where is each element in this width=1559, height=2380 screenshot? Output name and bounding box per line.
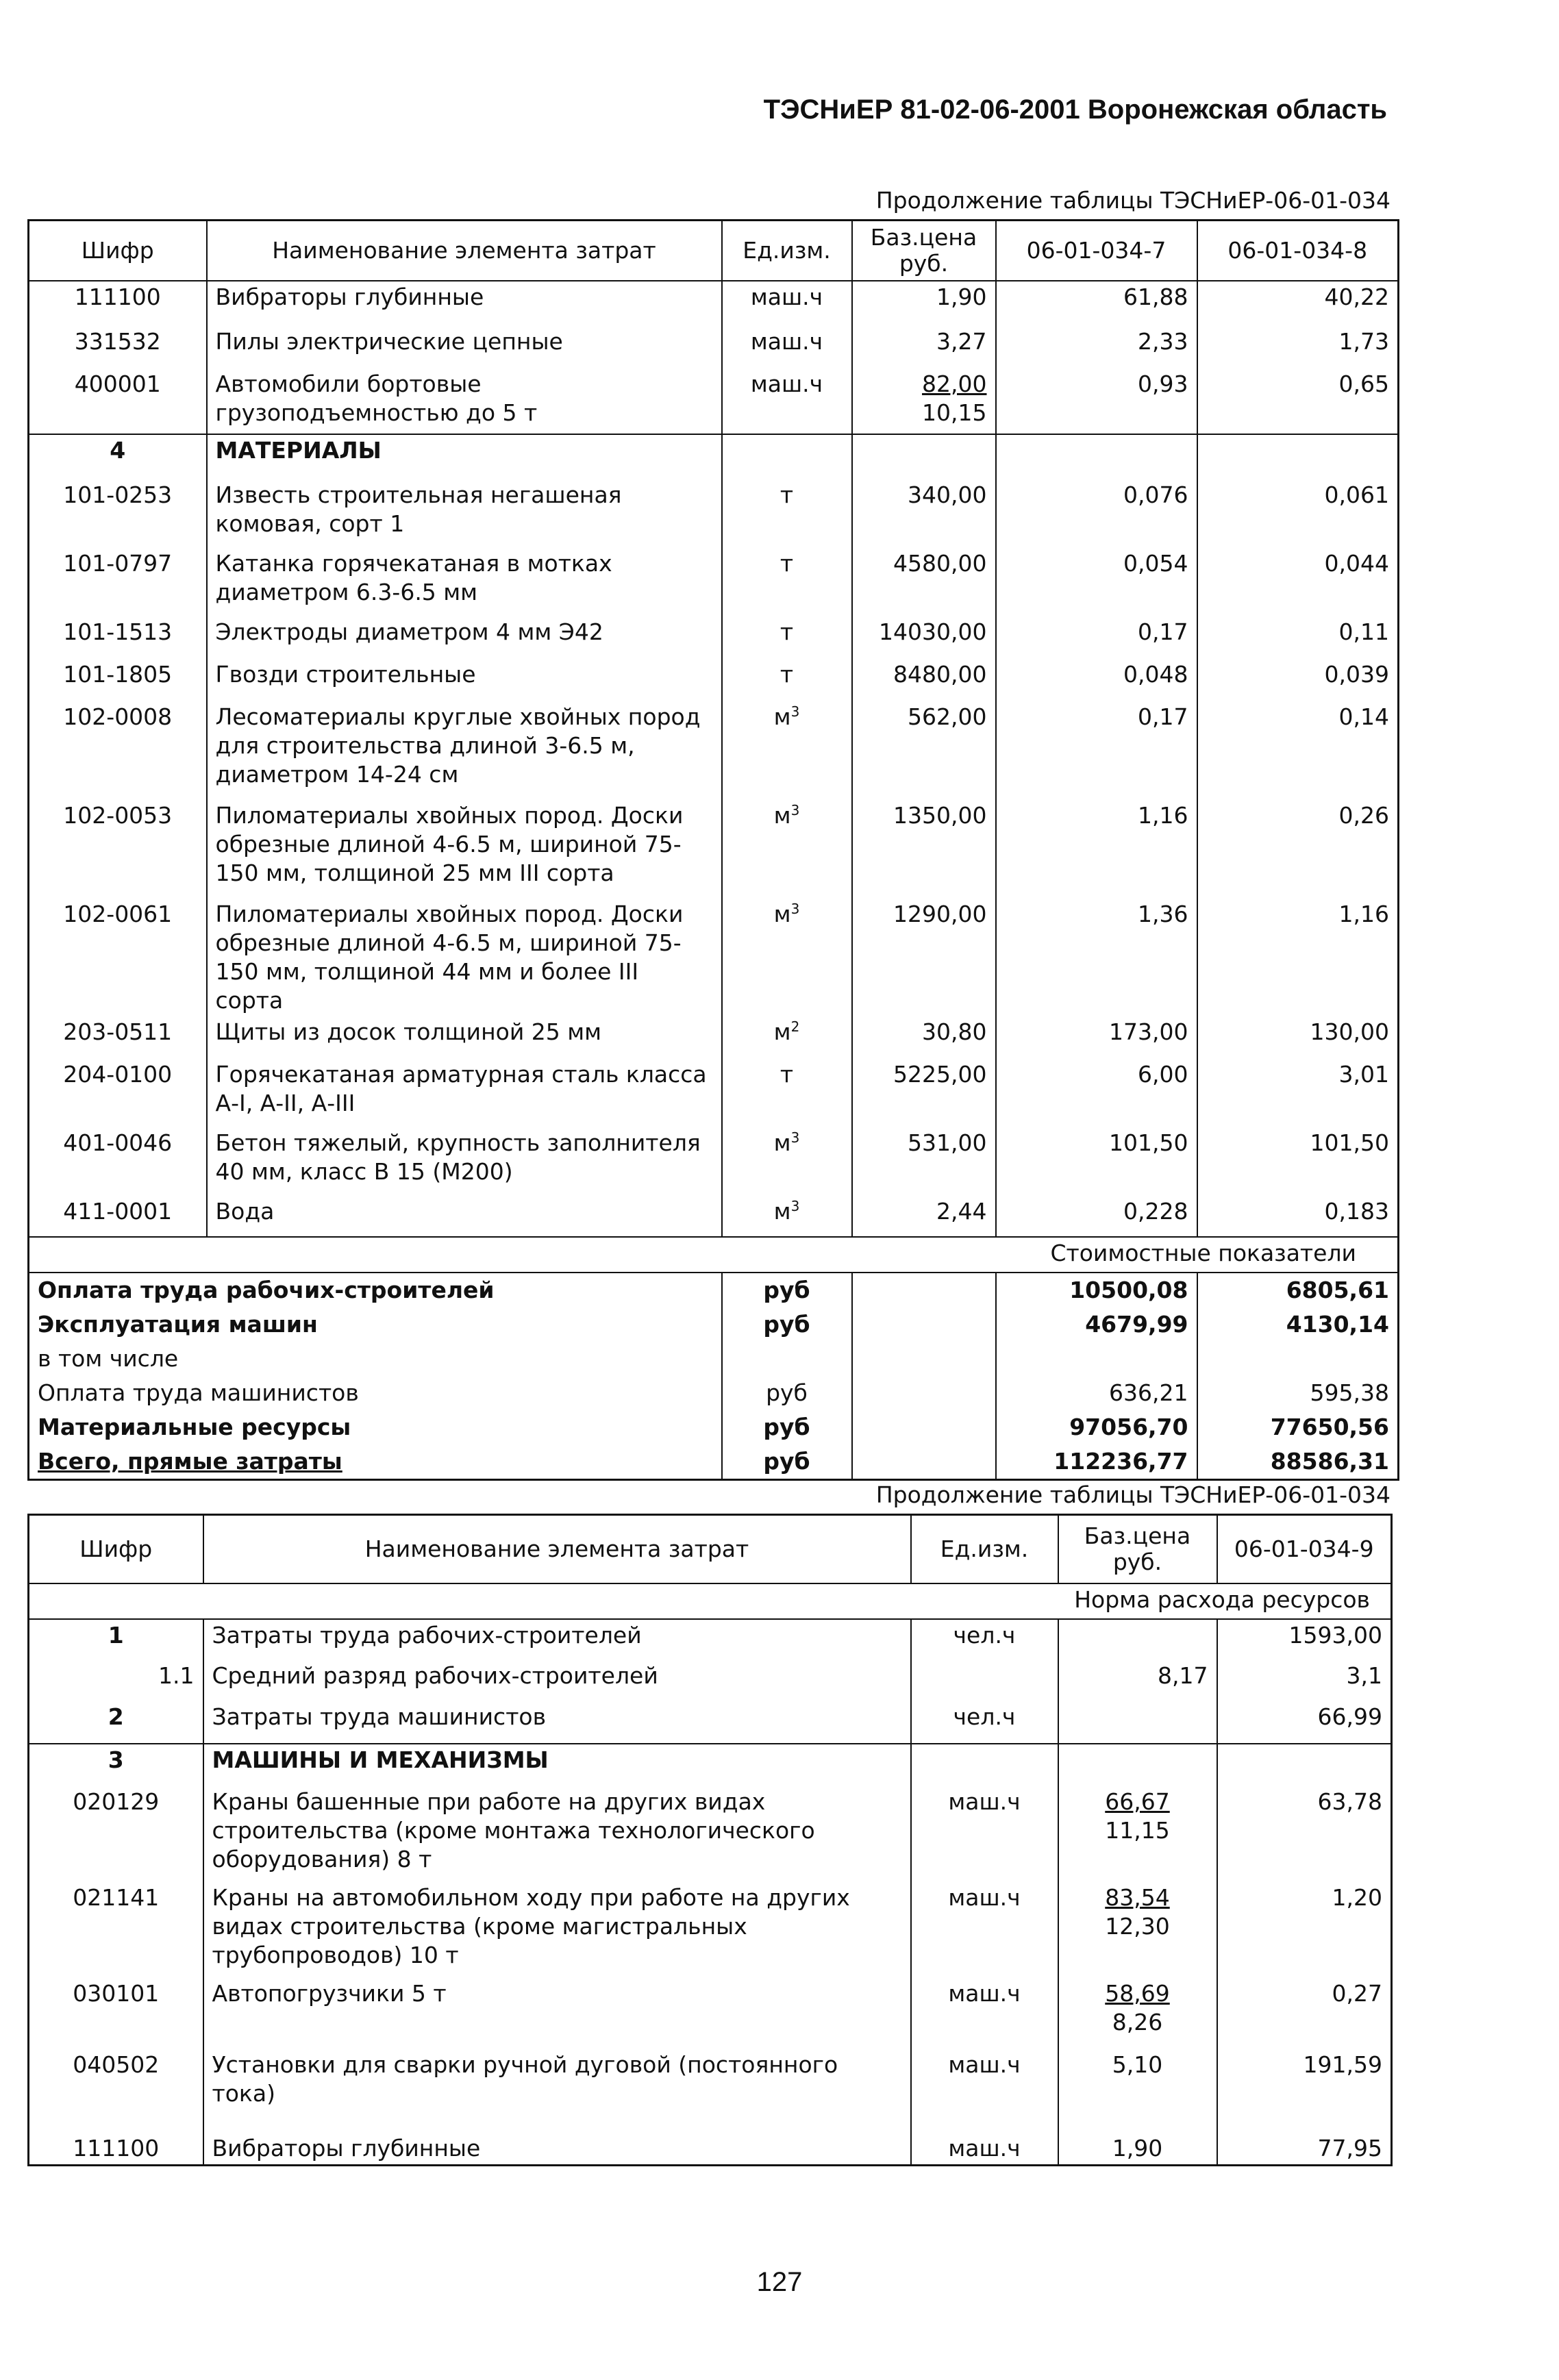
table-row (29, 479, 1399, 548)
row-price: 562,00 (852, 701, 996, 800)
table1 (27, 219, 1399, 1481)
section-row (29, 434, 1399, 479)
row-name: Установки для сварки ручной дуговой (постоянного тока) (203, 2049, 911, 2118)
price-current: 83,54 (1105, 1883, 1170, 1911)
row-value-2: 0,26 (1338, 801, 1389, 829)
row-value-2: 130,00 (1310, 1018, 1389, 1045)
document-header: ТЭСНиЕР 81-02-06-2001 Воронежская область (763, 95, 1387, 125)
row-code: 111100 (29, 281, 207, 326)
row-name: Электроды диаметром 4 мм Э42 (207, 616, 722, 659)
section-title: МАТЕРИАЛЫ (207, 434, 722, 479)
row-price (1058, 1701, 1217, 1744)
table2-header-col1: 06-01-034-9 (1217, 1515, 1392, 1583)
row-code: 102-0061 (29, 899, 207, 1016)
section-row (29, 1744, 1392, 1786)
table1-header-name: Наименование элемента затрат (207, 221, 722, 281)
row-value-2: 0,061 (1324, 481, 1389, 508)
row-value-1: 2,33 (996, 326, 1197, 368)
row-value-1: 1593,00 (1288, 1621, 1382, 1649)
row-value-2: 0,14 (1338, 703, 1389, 730)
table-row (29, 1786, 1392, 1882)
cost-row (29, 1376, 1399, 1410)
table2-header-name: Наименование элемента затрат (203, 1515, 911, 1583)
cost-row (29, 1410, 1399, 1444)
cost-value-1: 97056,70 (996, 1410, 1197, 1444)
table-row (29, 2049, 1392, 2118)
row-name: Известь строительная негашеная комовая, сорт 1 (207, 479, 722, 548)
row-price: 2,44 (852, 1196, 996, 1237)
row-value-1: 0,076 (996, 479, 1197, 548)
cost-label: Оплата труда рабочих-строителей (38, 1276, 495, 1303)
row-price: 14030,00 (852, 616, 996, 659)
cost-value-1 (996, 1342, 1197, 1376)
table-row (29, 326, 1399, 368)
cost-label: Всего, прямые затраты (38, 1447, 342, 1475)
row-value-1: 61,88 (996, 281, 1197, 326)
row-unit: маш.ч (911, 1882, 1058, 1978)
table2-header-unit: Ед.изм. (911, 1515, 1058, 1583)
row-code: 101-1513 (29, 616, 207, 659)
row-value-1: 77,95 (1317, 2135, 1382, 2162)
table-row (29, 616, 1399, 659)
row-code: 020129 (29, 1786, 203, 1882)
section-number: 4 (29, 434, 207, 479)
row-price: 1290,00 (852, 899, 996, 1016)
cost-unit: руб (722, 1444, 852, 1480)
row-name: Вибраторы глубинные (207, 281, 722, 326)
cost-value-2 (1197, 1342, 1399, 1376)
table2-header-row (29, 1515, 1392, 1583)
price-base: 11,15 (1105, 1816, 1170, 1844)
cost-unit: руб (722, 1307, 852, 1342)
row-value-1: 0,27 (1332, 1979, 1382, 2007)
cost-value-2: 6805,61 (1197, 1273, 1399, 1307)
row-value-1: 1,16 (996, 800, 1197, 899)
cost-value-1: 636,21 (996, 1376, 1197, 1410)
table-row (29, 548, 1399, 616)
cost-unit: руб (722, 1273, 852, 1307)
row-price: 1,90 (1058, 2118, 1217, 2166)
row-value-1: 173,00 (996, 1016, 1197, 1059)
table-row (29, 1978, 1392, 2049)
row-value-1: 66,99 (1317, 1703, 1382, 1730)
row-value-1: 3,1 (1346, 1662, 1382, 1689)
table-row (29, 281, 1399, 326)
row-price (1058, 1882, 1217, 1978)
page-number: 127 (756, 2267, 803, 2297)
row-price (1058, 1978, 1217, 2049)
row-name: Катанка горячекатаная в мотках диаметром 6.3-6.5 мм (207, 548, 722, 616)
row-value-1: 0,17 (996, 616, 1197, 659)
row-value-2: 1,16 (1338, 900, 1389, 927)
table2-header-code: Шифр (29, 1515, 203, 1583)
row-price: 1,90 (852, 281, 996, 326)
row-code: 102-0053 (29, 800, 207, 899)
cost-value-2: 595,38 (1197, 1376, 1399, 1410)
row-value-1: 101,50 (996, 1127, 1197, 1196)
row-name: Краны на автомобильном ходу при работе на других видах строительства (кроме магистральных трубопроводов) 10 т (203, 1882, 911, 1978)
cost-header: Стоимостные показатели (29, 1237, 1399, 1273)
table-row (29, 1196, 1399, 1237)
row-value-1: 0,228 (996, 1196, 1197, 1237)
cost-row (29, 1307, 1399, 1342)
table1-caption: Продолжение таблицы ТЭСНиЕР-06-01-034 (875, 187, 1390, 214)
row-value-1: 1,36 (996, 899, 1197, 1016)
row-price: 531,00 (852, 1127, 996, 1196)
cost-value-2: 77650,56 (1197, 1410, 1399, 1444)
row-code: 111100 (29, 2118, 203, 2166)
row-unit: маш.ч (911, 1786, 1058, 1882)
row-value-2: 0,039 (1324, 660, 1389, 688)
row-price (1058, 1619, 1217, 1660)
table1-header-col2: 06-01-034-8 (1197, 221, 1399, 281)
row-price (1058, 1786, 1217, 1882)
row-value-2: 0,044 (1324, 549, 1389, 577)
row-unit: чел.ч (911, 1701, 1058, 1744)
price-base: 12,30 (1105, 1912, 1170, 1940)
table-row (29, 659, 1399, 701)
row-value-2: 0,183 (1324, 1197, 1389, 1225)
row-unit: т (722, 659, 852, 701)
row-name: Пилы электрические цепные (207, 326, 722, 368)
row-code: 203-0511 (29, 1016, 207, 1059)
price-current: 66,67 (1105, 1788, 1170, 1815)
row-unit: $м^3$ (722, 701, 852, 800)
cost-unit: руб (722, 1376, 852, 1410)
row-unit: т (722, 548, 852, 616)
row-name: Гвозди строительные (207, 659, 722, 701)
row-code: 204-0100 (29, 1059, 207, 1127)
price-current: 82,00 (922, 370, 987, 397)
row-value-1: 0,048 (996, 659, 1197, 701)
row-unit: маш.ч (722, 368, 852, 434)
cost-value-2: 88586,31 (1197, 1444, 1399, 1480)
row-code: 030101 (29, 1978, 203, 2049)
row-code: 021141 (29, 1882, 203, 1978)
cost-value-1: 4679,99 (996, 1307, 1197, 1342)
row-code: 401-0046 (29, 1127, 207, 1196)
table-row (29, 2118, 1392, 2166)
row-price (852, 368, 996, 434)
row-unit: $м^2$ (722, 1016, 852, 1059)
row-name: Бетон тяжелый, крупность заполнителя 40 мм, класс В 15 (М200) (207, 1127, 722, 1196)
cost-value-1: 10500,08 (996, 1273, 1197, 1307)
row-price: 1350,00 (852, 800, 996, 899)
row-name: Пиломатериалы хвойных пород. Доски обрезные длиной 4-6.5 м, шириной 75-150 мм, толщиной 25 мм III сорта (207, 800, 722, 899)
table1-header-row (29, 221, 1399, 281)
row-unit: т (722, 616, 852, 659)
cost-value-1: 112236,77 (996, 1444, 1197, 1480)
row-name: Горячекатаная арматурная сталь класса А-I, А-II, А-III (207, 1059, 722, 1127)
row-code: 1 (29, 1619, 203, 1660)
row-price: 3,27 (852, 326, 996, 368)
row-unit: чел.ч (911, 1619, 1058, 1660)
table2-header-price: Баз.цена руб. (1058, 1515, 1217, 1583)
row-value-1: 6,00 (996, 1059, 1197, 1127)
cost-header-row (29, 1237, 1399, 1273)
table-row (29, 899, 1399, 1016)
row-name: Вибраторы глубинные (203, 2118, 911, 2166)
table-row (29, 701, 1399, 800)
row-unit: маш.ч (722, 281, 852, 326)
row-unit: т (722, 1059, 852, 1127)
cost-label: Материальные ресурсы (38, 1413, 351, 1440)
row-code: 331532 (29, 326, 207, 368)
table-row (29, 368, 1399, 434)
row-price: 340,00 (852, 479, 996, 548)
row-name: Пиломатериалы хвойных пород. Доски обрезные длиной 4-6.5 м, шириной 75-150 мм, толщиной 44 мм и более III сорта (207, 899, 722, 1016)
row-value-1: 0,17 (996, 701, 1197, 800)
row-code: 101-1805 (29, 659, 207, 701)
row-price: 8480,00 (852, 659, 996, 701)
norm-header: Норма расхода ресурсов (29, 1583, 1392, 1619)
row-code: 101-0253 (29, 479, 207, 548)
row-value-1: 1,20 (1332, 1883, 1382, 1911)
row-value-2: 3,01 (1338, 1060, 1389, 1088)
row-unit: маш.ч (911, 2118, 1058, 2166)
row-code: 102-0008 (29, 701, 207, 800)
row-code: 040502 (29, 2049, 203, 2118)
row-value-2: 1,73 (1338, 327, 1389, 355)
table-row (29, 1660, 1392, 1701)
table2 (27, 1514, 1393, 2166)
row-code: 2 (29, 1701, 203, 1744)
row-name: Щиты из досок толщиной 25 мм (207, 1016, 722, 1059)
row-value-1: 191,59 (1303, 2051, 1382, 2078)
row-value-2: 101,50 (1310, 1129, 1389, 1156)
row-name: Затраты труда рабочих-строителей (203, 1619, 911, 1660)
table1-header-col1: 06-01-034-7 (996, 221, 1197, 281)
table-row (29, 1127, 1399, 1196)
table-row (29, 1701, 1392, 1744)
cost-row (29, 1444, 1399, 1480)
row-price: 8,17 (1058, 1660, 1217, 1701)
cost-label: Оплата труда машинистов (38, 1379, 359, 1406)
section-title: МАШИНЫ И МЕХАНИЗМЫ (203, 1744, 911, 1786)
price-current: 58,69 (1105, 1979, 1170, 2007)
row-value-1: 0,93 (996, 368, 1197, 434)
row-unit: $м^3$ (722, 899, 852, 1016)
row-code: 101-0797 (29, 548, 207, 616)
norm-header-row (29, 1583, 1392, 1619)
row-code: 400001 (29, 368, 207, 434)
table1-header-code: Шифр (29, 221, 207, 281)
table1-header-price: Баз.цена руб. (852, 221, 996, 281)
price-base: 8,26 (1112, 2008, 1163, 2035)
row-price: 5225,00 (852, 1059, 996, 1127)
row-name: Затраты труда машинистов (203, 1701, 911, 1744)
cost-row (29, 1342, 1399, 1376)
row-value-1: 63,78 (1317, 1788, 1382, 1815)
cost-label: Эксплуатация машин (38, 1310, 318, 1338)
cost-label: в том числе (38, 1344, 179, 1372)
row-unit: $м^3$ (722, 800, 852, 899)
row-name: Автопогрузчики 5 т (203, 1978, 911, 2049)
section-number: 3 (29, 1744, 203, 1786)
row-value-2: 40,22 (1324, 283, 1389, 310)
row-unit: т (722, 479, 852, 548)
row-name: Вода (207, 1196, 722, 1237)
table2-caption: Продолжение таблицы ТЭСНиЕР-06-01-034 (875, 1481, 1390, 1508)
row-value-1: 0,054 (996, 548, 1197, 616)
row-code: 411-0001 (29, 1196, 207, 1237)
row-name: Средний разряд рабочих-строителей (203, 1660, 911, 1701)
cost-value-2: 4130,14 (1197, 1307, 1399, 1342)
row-value-2: 0,11 (1338, 618, 1389, 645)
row-name: Автомобили бортовые грузоподъемностью до 5 т (207, 368, 722, 434)
table-row (29, 800, 1399, 899)
table-row (29, 1016, 1399, 1059)
row-price: 4580,00 (852, 548, 996, 616)
table-row (29, 1882, 1392, 1978)
cost-row (29, 1273, 1399, 1307)
cost-unit (722, 1342, 852, 1376)
table1-header-unit: Ед.изм. (722, 221, 852, 281)
row-unit: маш.ч (911, 1978, 1058, 2049)
row-price: 30,80 (852, 1016, 996, 1059)
table-row (29, 1059, 1399, 1127)
row-unit: $м^3$ (722, 1127, 852, 1196)
row-unit: $м^3$ (722, 1196, 852, 1237)
row-name: Краны башенные при работе на других видах строительства (кроме монтажа технологического оборудования) 8 т (203, 1786, 911, 1882)
cost-unit: руб (722, 1410, 852, 1444)
row-price: 5,10 (1058, 2049, 1217, 2118)
row-name: Лесоматериалы круглые хвойных пород для строительства длиной 3-6.5 м, диаметром 14-24 см (207, 701, 722, 800)
row-unit: маш.ч (911, 2049, 1058, 2118)
price-base: 10,15 (922, 399, 987, 426)
table-row (29, 1619, 1392, 1660)
row-unit: маш.ч (722, 326, 852, 368)
row-unit (911, 1660, 1058, 1701)
row-code: 1.1 (29, 1660, 203, 1701)
row-value-2: 0,65 (1338, 370, 1389, 397)
